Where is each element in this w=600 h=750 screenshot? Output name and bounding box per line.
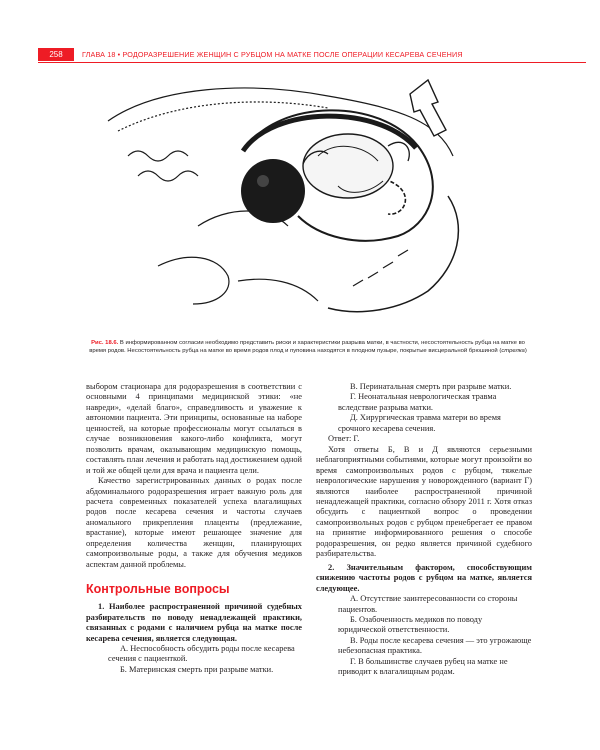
right-column — [316, 382, 532, 678]
caption-end: ) — [524, 348, 527, 355]
option-a: А. Неспособность обсудить роды после кесарева сечения с пациенткой. — [108, 643, 295, 664]
option-d: Д. Хирургическая травма матери во время срочного кесарева сечения. — [338, 413, 501, 433]
caption-label: Рис. 18.6. — [91, 340, 119, 346]
option-g: Г. Неонатальная неврологическая травма вследствие разрыва матки. — [338, 392, 497, 412]
paragraph: Качество зарегистрированных данных о родах после абдоминального родоразрешения играет важную роль для расчета современных показателей успеха влагалищных родов после кесарева сечения и частоты случаев аномального прикрепления плаценты (предлежание, врастание), которые имеют решающее значение для определения количества женщин, планирующих самопроизвольные роды, а также для обучения медиков аспектам данной проблемы. — [86, 476, 302, 569]
medical-illustration — [98, 76, 518, 324]
arrow-icon — [410, 80, 446, 136]
paragraph: выбором стационара для родоразрешения в соответствии с основными 4 принципами медицинской этики: «не навреди», «делай благо», справедливость и уважение к автономии пациента. Эти принципы, основанные на наборе ценностей, на которые профессионалы могут ссылаться в случае возникновения какого-либо конфликта, могут позволить врачам, оказывающим медицинскую помощь, составлять план лечения и работать над достижением одной и той же общей цели для врача и пациента цели. — [86, 382, 302, 475]
option-v: В. Перинатальная смерть при разрыве матки. — [350, 382, 512, 391]
explanation: Хотя ответы Б, В и Д являются серьезными неблагоприятными событиями, которые могут произойти во время самопроизвольных родов с рубцом, тяжелые неврологические нарушения у новорожденного (вариант Г) являются наиболее распространенной причиной ненадлежащей практики, согласно обзору 2011 г. Хотя отказ обсудить с пациенткой вопрос о проведении самопроизвольных родов с рубцом пренебрегает ее правом на принятие информированного решения о способе родоразрешения, он редко является причиной судебного разбирательства. — [316, 444, 532, 559]
question-1: 1. Наиболее распространенной причиной судебных разбирательств по поводу ненадлежащей практики, связанных с родами с наличием рубца на матке после кесарева сечения, является следующая. — [86, 602, 302, 643]
left-column — [86, 382, 302, 675]
page-number: 258 — [38, 48, 74, 61]
section-title: Контрольные вопросы — [86, 582, 230, 597]
question-2: 2. Значительным фактором, способствующим снижению частоты родов с рубцом на матке, является следующее. — [316, 562, 532, 593]
option-b: Б. Материнская смерть при разрыве матки. — [120, 664, 274, 674]
option-g: Г. В большинстве случаев рубец на матке не приводит к влагалищным родам. — [338, 656, 508, 677]
caption-text: В информированном согласии необходимо представить риски и характеристики разрыва матки, в частности, несостоятельность рубца на матке во время родов. Несостоятельность рубца на матке во время родов плод и пуповина находятся в плодном пузыре, покрытые висцеральной брюшиной ( — [89, 340, 525, 355]
option-b: Б. Озабоченность медиков по поводу юридической ответственности. — [338, 614, 483, 635]
figure-caption — [88, 339, 528, 356]
answer: Ответ: Г. — [328, 434, 360, 444]
option-v: В. Роды после кесарева сечения — это угрожающе небезопасная практика. — [338, 635, 532, 656]
caption-emphasis: стрелка — [501, 348, 525, 355]
option-a: А. Отсутствие заинтересованности со стороны пациентов. — [338, 594, 518, 614]
running-title: ГЛАВА 18 • РОДОРАЗРЕШЕНИЕ ЖЕНЩИН С РУБЦОМ НА МАТКЕ ПОСЛЕ ОПЕРАЦИИ КЕСАРЕВА СЕЧЕНИЯ — [82, 50, 463, 59]
running-header — [38, 48, 586, 63]
